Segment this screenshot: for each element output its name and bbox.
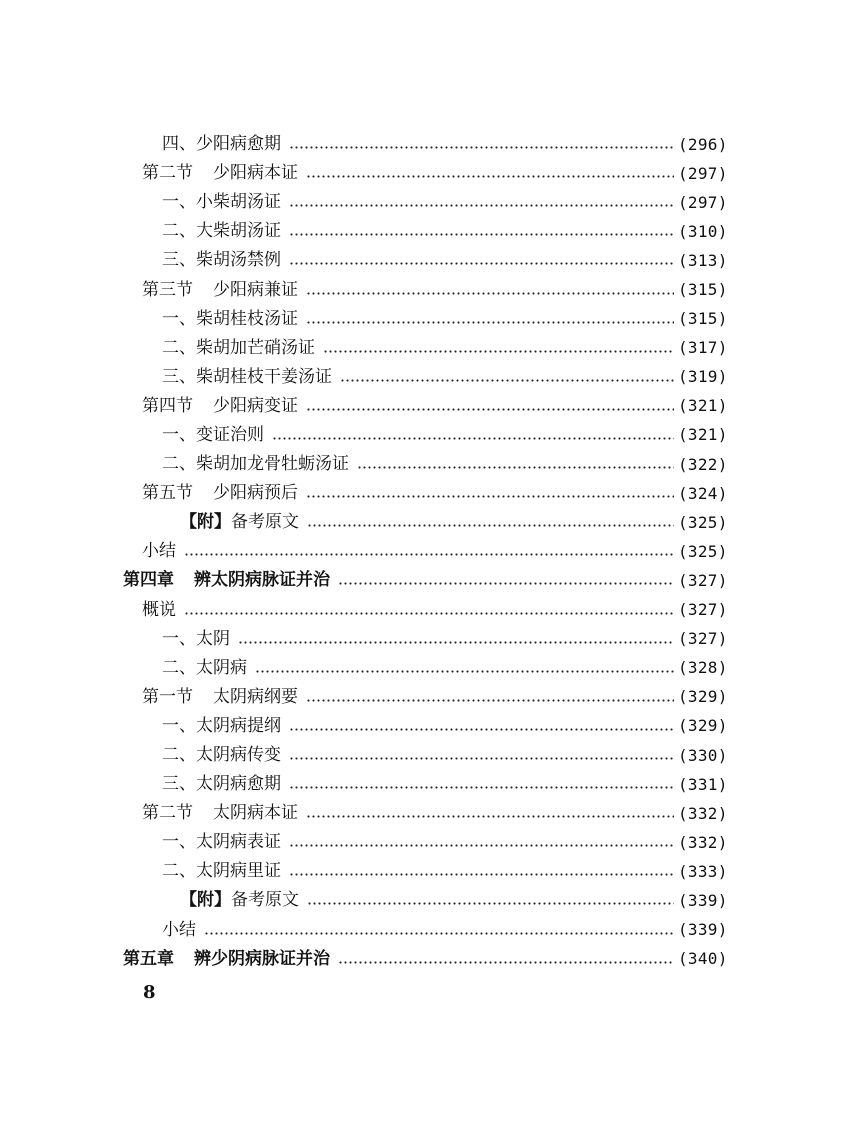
toc-item-row bbox=[0, 537, 866, 566]
toc-page-ref: (339) bbox=[678, 920, 728, 940]
toc-chapter-row bbox=[0, 945, 866, 974]
toc-section-row bbox=[0, 159, 866, 188]
toc-entry-label: 四、少阳病愈期 bbox=[162, 134, 281, 155]
toc-page-ref: (333) bbox=[678, 861, 728, 881]
toc-entry-title bbox=[162, 194, 285, 211]
toc-entry-label: 一、变证治则 bbox=[162, 424, 264, 445]
toc-entry-title bbox=[162, 424, 268, 445]
toc-entry-title bbox=[162, 919, 200, 940]
toc-entry-title bbox=[142, 485, 302, 502]
toc-entry-label: 三、太阴病愈期 bbox=[162, 774, 281, 795]
dot-leader bbox=[340, 379, 674, 382]
dot-leader bbox=[338, 961, 674, 964]
toc-entry-title bbox=[123, 948, 334, 969]
toc-page-ref: (315) bbox=[678, 309, 728, 329]
toc-entry-title bbox=[142, 395, 302, 416]
toc-page-ref: (329) bbox=[678, 687, 728, 707]
toc-page-ref: (331) bbox=[678, 774, 728, 794]
toc-page-ref: (328) bbox=[678, 658, 728, 678]
toc-entry-subtitle: 太阴病本证 bbox=[213, 803, 298, 824]
toc-item-row bbox=[0, 130, 866, 159]
toc-entry-label: 二、柴胡加芒硝汤证 bbox=[162, 337, 315, 358]
dot-leader bbox=[184, 553, 674, 556]
dot-leader bbox=[184, 612, 674, 615]
toc-entry-title bbox=[162, 337, 319, 358]
toc-page-ref: (327) bbox=[678, 629, 728, 649]
toc-section-row bbox=[0, 479, 866, 508]
toc-entry-subtitle: 辨少阴病脉证并治 bbox=[194, 948, 330, 969]
toc-entry-label: 二、大柴胡汤证 bbox=[162, 221, 281, 242]
toc-item-row bbox=[0, 188, 866, 217]
toc-page-ref: (322) bbox=[678, 454, 728, 474]
dot-leader bbox=[306, 175, 674, 178]
toc-entry-label: 二、柴胡加龙骨牡蛎汤证 bbox=[162, 454, 349, 475]
toc-item-row bbox=[0, 770, 866, 799]
dot-leader bbox=[306, 321, 674, 324]
toc-item-row bbox=[0, 625, 866, 654]
dot-leader bbox=[323, 350, 674, 353]
toc-entry-title bbox=[162, 366, 336, 387]
toc-entry-label: 二、太阴病传变 bbox=[162, 745, 281, 766]
toc-item-row bbox=[0, 450, 866, 479]
toc-entry-title bbox=[142, 805, 302, 822]
dot-leader bbox=[238, 641, 674, 644]
dot-leader bbox=[289, 204, 674, 207]
toc-item-row bbox=[0, 654, 866, 683]
toc-entry-title bbox=[162, 657, 251, 678]
dot-leader bbox=[289, 262, 674, 265]
toc-entry-title bbox=[162, 834, 285, 851]
toc-entry-label: 三、柴胡桂枝干姜汤证 bbox=[162, 366, 332, 387]
dot-leader bbox=[306, 292, 674, 295]
toc-entry-title bbox=[162, 628, 234, 649]
toc-entry-label: 第四节 bbox=[142, 395, 193, 416]
toc-section-row bbox=[0, 799, 866, 828]
toc-page-ref: (296) bbox=[678, 134, 728, 154]
toc-entry-subtitle: 少阳病兼证 bbox=[213, 279, 298, 300]
dot-leader bbox=[255, 670, 674, 673]
toc-page-ref: (327) bbox=[678, 600, 728, 620]
dot-leader bbox=[289, 146, 674, 149]
toc-appendix-row bbox=[0, 508, 866, 537]
toc-item-row bbox=[0, 857, 866, 886]
dot-leader bbox=[306, 495, 674, 498]
dot-leader bbox=[357, 466, 674, 469]
toc-entry-label: 二、太阴病 bbox=[162, 657, 247, 678]
dot-leader bbox=[272, 437, 674, 440]
toc-entry-label: 第二节 bbox=[142, 163, 193, 184]
dot-leader bbox=[204, 932, 674, 935]
toc-entry-label: 二、太阴病里证 bbox=[162, 861, 281, 882]
toc-section-row bbox=[0, 275, 866, 304]
toc-entry-label: 第五节 bbox=[142, 483, 193, 504]
toc-entry-label: 备考原文 bbox=[231, 890, 299, 911]
dot-leader bbox=[306, 699, 674, 702]
toc-entry-label: 概说 bbox=[142, 599, 176, 620]
toc-section-row bbox=[0, 392, 866, 421]
dot-leader bbox=[338, 582, 674, 585]
table-of-contents bbox=[0, 130, 866, 974]
toc-entry-label: 第三节 bbox=[142, 279, 193, 300]
toc-entry-title bbox=[162, 136, 285, 153]
toc-entry-title bbox=[162, 715, 285, 736]
toc-chapter-row bbox=[0, 566, 866, 595]
toc-page-ref: (329) bbox=[678, 716, 728, 736]
dot-leader bbox=[289, 873, 674, 876]
toc-entry-label: 小结 bbox=[142, 541, 176, 562]
appendix-mark: 【附】 bbox=[180, 890, 231, 911]
toc-entry-title bbox=[162, 252, 285, 269]
toc-entry-label: 一、太阴病表证 bbox=[162, 832, 281, 853]
toc-page-ref: (327) bbox=[678, 570, 728, 590]
toc-page-ref: (297) bbox=[678, 192, 728, 212]
toc-item-row bbox=[0, 916, 866, 945]
toc-entry-subtitle: 少阳病变证 bbox=[213, 395, 298, 416]
dot-leader bbox=[307, 902, 674, 905]
toc-entry-title bbox=[180, 514, 303, 531]
toc-page-ref: (340) bbox=[678, 949, 728, 969]
toc-entry-title bbox=[162, 456, 353, 473]
toc-page-ref: (317) bbox=[678, 338, 728, 358]
toc-page-ref: (297) bbox=[678, 163, 728, 183]
toc-entry-label: 一、柴胡桂枝汤证 bbox=[162, 308, 298, 329]
toc-page-ref: (330) bbox=[678, 745, 728, 765]
toc-page-ref: (332) bbox=[678, 832, 728, 852]
toc-page-ref: (319) bbox=[678, 367, 728, 387]
toc-page-ref: (321) bbox=[678, 425, 728, 445]
toc-appendix-row bbox=[0, 886, 866, 915]
toc-item-row bbox=[0, 741, 866, 770]
toc-page-ref: (313) bbox=[678, 250, 728, 270]
toc-entry-title bbox=[142, 165, 302, 182]
toc-entry-label: 一、小柴胡汤证 bbox=[162, 192, 281, 213]
toc-entry-title bbox=[123, 572, 334, 589]
toc-entry-subtitle: 太阴病纲要 bbox=[213, 686, 298, 707]
toc-page-ref: (321) bbox=[678, 396, 728, 416]
toc-page-ref: (310) bbox=[678, 221, 728, 241]
toc-section-row bbox=[0, 683, 866, 712]
toc-item-row bbox=[0, 828, 866, 857]
toc-entry-label: 三、柴胡汤禁例 bbox=[162, 250, 281, 271]
toc-page-ref: (315) bbox=[678, 280, 728, 300]
toc-entry-label: 第一节 bbox=[142, 686, 193, 707]
toc-item-row bbox=[0, 712, 866, 741]
toc-entry-label: 一、太阴 bbox=[162, 628, 230, 649]
page-number: 8 bbox=[143, 982, 156, 1003]
dot-leader bbox=[289, 728, 674, 731]
toc-entry-title bbox=[142, 543, 180, 560]
toc-entry-subtitle: 少阳病预后 bbox=[213, 483, 298, 504]
toc-entry-subtitle: 辨太阴病脉证并治 bbox=[194, 570, 330, 591]
toc-page-ref: (324) bbox=[678, 483, 728, 503]
toc-page-ref: (325) bbox=[678, 512, 728, 532]
toc-entry-label: 第四章 bbox=[123, 570, 174, 591]
toc-entry-label: 小结 bbox=[162, 919, 196, 940]
dot-leader bbox=[289, 757, 674, 760]
toc-entry-subtitle: 少阳病本证 bbox=[213, 163, 298, 184]
toc-entry-title bbox=[162, 747, 285, 764]
toc-item-row bbox=[0, 305, 866, 334]
dot-leader bbox=[306, 815, 674, 818]
dot-leader bbox=[306, 408, 674, 411]
toc-item-row bbox=[0, 596, 866, 625]
toc-entry-title bbox=[162, 776, 285, 793]
dot-leader bbox=[289, 233, 674, 236]
toc-entry-title bbox=[162, 308, 302, 329]
toc-entry-title bbox=[180, 892, 303, 909]
toc-entry-label: 备考原文 bbox=[231, 512, 299, 533]
dot-leader bbox=[289, 844, 674, 847]
toc-page-ref: (332) bbox=[678, 803, 728, 823]
toc-entry-label: 第二节 bbox=[142, 803, 193, 824]
toc-item-row bbox=[0, 246, 866, 275]
toc-item-row bbox=[0, 363, 866, 392]
toc-entry-title bbox=[162, 223, 285, 240]
toc-entry-title bbox=[142, 279, 302, 300]
appendix-mark: 【附】 bbox=[180, 512, 231, 533]
toc-page-ref: (339) bbox=[678, 890, 728, 910]
toc-item-row bbox=[0, 334, 866, 363]
toc-page-ref: (325) bbox=[678, 541, 728, 561]
toc-item-row bbox=[0, 217, 866, 246]
dot-leader bbox=[289, 786, 674, 789]
toc-item-row bbox=[0, 421, 866, 450]
toc-entry-label: 第五章 bbox=[123, 948, 174, 969]
toc-entry-title bbox=[142, 599, 180, 620]
dot-leader bbox=[307, 524, 674, 527]
toc-entry-label: 一、太阴病提纲 bbox=[162, 715, 281, 736]
toc-entry-title bbox=[162, 863, 285, 880]
toc-entry-title bbox=[142, 686, 302, 707]
